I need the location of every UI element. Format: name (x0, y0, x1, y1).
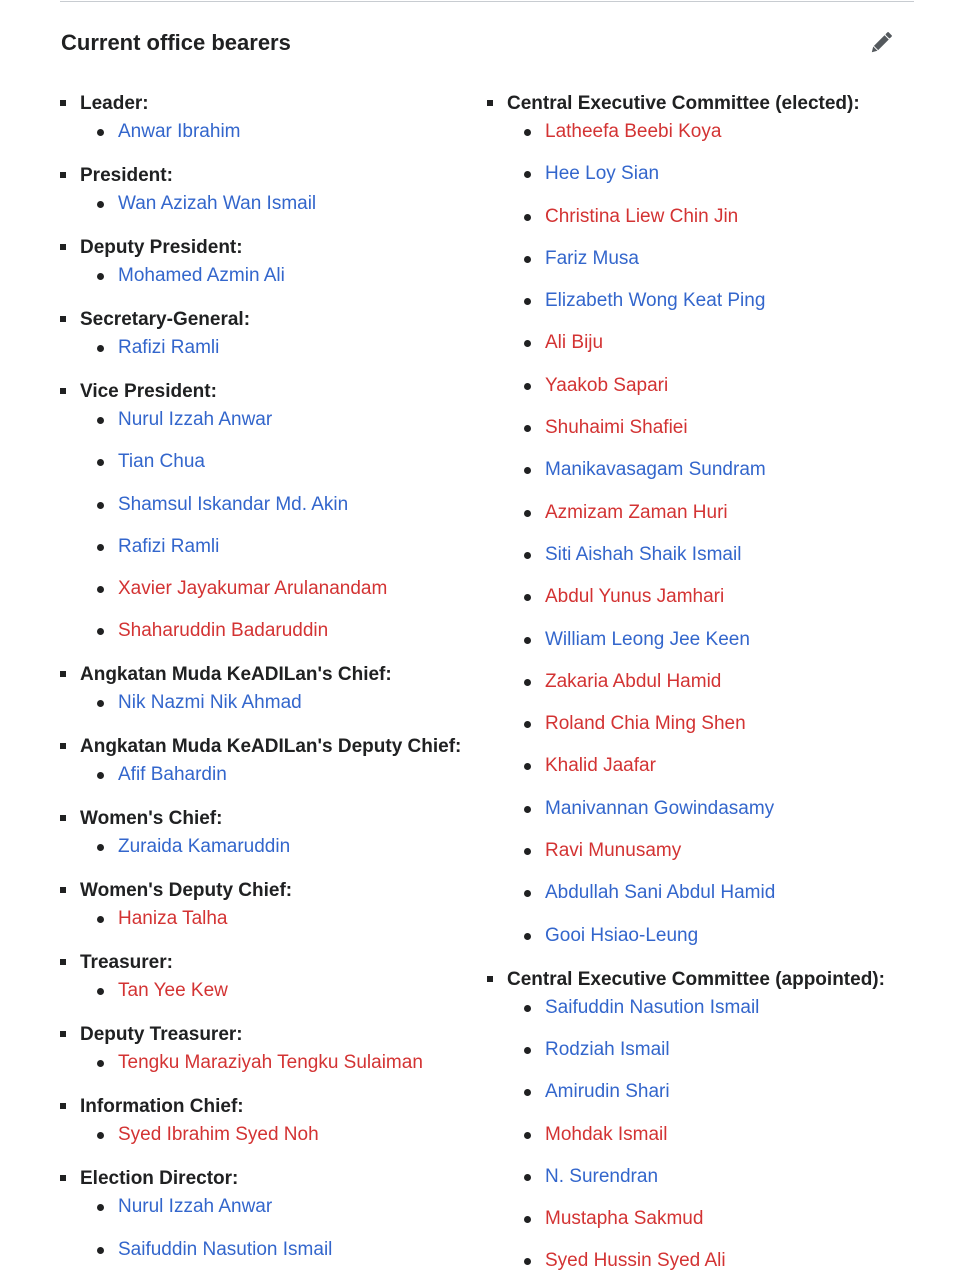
person-link[interactable]: Saifuddin Nasution Ismail (118, 1238, 333, 1260)
list-item (80, 190, 470, 218)
list-item (507, 1036, 927, 1064)
person-link[interactable]: Hee Loy Sian (545, 163, 660, 185)
role-item-president (60, 162, 470, 218)
person-link[interactable]: Tian Chua (118, 451, 205, 473)
person-link[interactable]: Siti Aishah Shaik Ismail (545, 543, 742, 565)
role-item-leader (60, 90, 470, 146)
list-item (80, 617, 470, 645)
role-item-central-executive-committee-appointed (487, 966, 927, 1276)
left-column-roles (60, 90, 470, 1264)
list-item (507, 879, 927, 907)
list-item (507, 1247, 927, 1275)
list-item (80, 833, 470, 861)
people-list (507, 994, 927, 1276)
list-item (507, 922, 927, 950)
person-link[interactable]: Tengku Maraziyah Tengku Sulaiman (118, 1052, 423, 1074)
role-label: Angkatan Muda KeADILan's Chief: (80, 664, 392, 686)
people-list (80, 761, 470, 789)
people-list (80, 1193, 470, 1263)
person-link[interactable]: Zuraida Kamaruddin (118, 836, 291, 858)
person-link[interactable]: Rodziah Ismail (545, 1038, 670, 1060)
person-link[interactable]: Mustapha Sakmud (545, 1208, 704, 1230)
people-list (80, 190, 470, 218)
person-link[interactable]: Tan Yee Kew (118, 980, 228, 1002)
list-item (80, 905, 470, 933)
person-link[interactable]: Rafizi Ramli (118, 337, 220, 358)
role-item-treasurer (60, 949, 470, 1005)
role-label: President: (80, 165, 173, 186)
role-item-women-s-deputy-chief (60, 877, 470, 933)
person-link[interactable]: Nik Nazmi Nik Ahmad (118, 692, 302, 714)
person-link[interactable]: Roland Chia Ming Shen (545, 713, 746, 735)
person-link[interactable]: Abdul Yunus Jamhari (545, 586, 725, 608)
list-item (507, 499, 927, 527)
people-list (80, 262, 470, 290)
person-link[interactable]: Elizabeth Wong Keat Ping (545, 290, 766, 312)
list-item (507, 837, 927, 865)
role-item-women-s-chief (60, 805, 470, 861)
person-link[interactable]: Gooi Hsiao-Leung (545, 924, 699, 946)
list-item (507, 329, 927, 357)
person-link[interactable]: Azmizam Zaman Huri (545, 501, 728, 523)
top-divider (60, 1, 914, 2)
role-item-angkatan-muda-keadilan-s-deputy-chief (60, 733, 470, 789)
role-label: Information Chief: (80, 1096, 244, 1118)
person-link[interactable]: Khalid Jaafar (545, 755, 656, 777)
person-link[interactable]: Yaakob Sapari (545, 374, 669, 396)
person-link[interactable]: Syed Hussin Syed Ali (545, 1250, 726, 1272)
list-item (507, 752, 927, 780)
list-item (507, 626, 927, 654)
list-item (80, 1121, 470, 1149)
list-item (507, 1205, 927, 1233)
people-list (80, 905, 470, 933)
list-item (80, 533, 470, 561)
person-link[interactable]: Manikavasagam Sundram (545, 459, 766, 481)
people-list (80, 833, 470, 861)
list-item (80, 1049, 470, 1077)
person-link[interactable]: Christina Liew Chin Jin (545, 205, 739, 227)
person-link[interactable]: Zakaria Abdul Hamid (545, 670, 722, 692)
person-link[interactable]: Fariz Musa (545, 247, 639, 269)
person-link[interactable]: Xavier Jayakumar Arulanandam (118, 578, 388, 600)
section-title: Current office bearers (61, 30, 291, 55)
person-link[interactable]: Abdullah Sani Abdul Hamid (545, 882, 776, 904)
list-item (507, 1121, 927, 1149)
person-link[interactable]: Anwar Ibrahim (118, 121, 241, 142)
person-link[interactable]: Nurul Izzah Anwar (118, 409, 273, 430)
list-item (507, 160, 927, 188)
list-item (80, 1193, 470, 1221)
person-link[interactable]: Shuhaimi Shafiei (545, 417, 688, 439)
people-list (507, 118, 927, 950)
list-item (80, 491, 470, 519)
list-item (507, 414, 927, 442)
people-list (80, 118, 470, 146)
person-link[interactable]: Shaharuddin Badaruddin (118, 620, 329, 642)
role-label: Deputy Treasurer: (80, 1024, 243, 1046)
list-item (507, 795, 927, 823)
role-label: Leader: (80, 93, 149, 114)
list-item (80, 118, 470, 146)
pencil-icon (866, 28, 896, 58)
list-item (80, 689, 470, 717)
role-label: Angkatan Muda KeADILan's Deputy Chief: (80, 736, 462, 758)
person-link[interactable]: Syed Ibrahim Syed Noh (118, 1124, 319, 1146)
list-item (507, 583, 927, 611)
list-item (507, 994, 927, 1022)
list-item (507, 287, 927, 315)
person-link[interactable]: Ravi Munusamy (545, 840, 682, 862)
person-link[interactable]: Latheefa Beebi Koya (545, 121, 722, 142)
person-link[interactable]: Amirudin Shari (545, 1081, 670, 1103)
people-list (80, 689, 470, 717)
list-item (80, 406, 470, 434)
people-list (80, 1121, 470, 1149)
list-item (507, 710, 927, 738)
role-label: Central Executive Committee (elected): (507, 93, 860, 114)
people-list (80, 406, 470, 645)
list-item (80, 977, 470, 1005)
edit-section-button[interactable] (866, 28, 896, 58)
person-link[interactable]: Rafizi Ramli (118, 535, 220, 557)
role-label: Election Director: (80, 1168, 239, 1190)
role-item-vice-president (60, 378, 470, 645)
person-link[interactable]: Haniza Talha (118, 908, 228, 930)
role-label: Women's Deputy Chief: (80, 880, 293, 902)
list-item (80, 575, 470, 603)
list-item (80, 262, 470, 290)
person-link[interactable]: Wan Azizah Wan Ismail (118, 193, 317, 214)
list-item (507, 372, 927, 400)
person-link[interactable]: William Leong Jee Keen (545, 628, 750, 650)
person-link[interactable]: Shamsul Iskandar Md. Akin (118, 493, 349, 515)
list-item (507, 1163, 927, 1191)
role-label: Secretary-General: (80, 309, 251, 330)
person-link[interactable]: Manivannan Gowindasamy (545, 797, 775, 819)
people-list (80, 1049, 470, 1077)
person-link[interactable]: Mohdak Ismail (545, 1123, 668, 1145)
role-label: Deputy President: (80, 237, 243, 258)
list-item (80, 1236, 470, 1264)
person-link[interactable]: Afif Bahardin (118, 764, 227, 786)
list-item (507, 541, 927, 569)
right-column-roles (487, 90, 927, 1275)
people-list (80, 334, 470, 362)
role-label: Central Executive Committee (appointed): (507, 968, 885, 990)
person-link[interactable]: Nurul Izzah Anwar (118, 1196, 273, 1218)
role-item-secretary-general (60, 306, 470, 362)
list-item (507, 1078, 927, 1106)
person-link[interactable]: N. Surendran (545, 1165, 659, 1187)
role-item-central-executive-committee-elected (487, 90, 927, 950)
people-list (80, 977, 470, 1005)
list-item (507, 245, 927, 273)
person-link[interactable]: Saifuddin Nasution Ismail (545, 996, 760, 1018)
role-label: Women's Chief: (80, 808, 223, 830)
list-item (80, 761, 470, 789)
list-item (80, 334, 470, 362)
list-item (507, 203, 927, 231)
person-link[interactable]: Ali Biju (545, 332, 604, 354)
role-item-deputy-president (60, 234, 470, 290)
list-item (507, 668, 927, 696)
role-item-election-director (60, 1165, 470, 1263)
role-item-information-chief (60, 1093, 470, 1149)
person-link[interactable]: Mohamed Azmin Ali (118, 265, 285, 286)
role-item-angkatan-muda-keadilan-s-chief (60, 661, 470, 717)
role-item-deputy-treasurer (60, 1021, 470, 1077)
role-label: Vice President: (80, 381, 217, 402)
role-label: Treasurer: (80, 952, 173, 974)
list-item (80, 448, 470, 476)
list-item (507, 118, 927, 146)
list-item (507, 456, 927, 484)
